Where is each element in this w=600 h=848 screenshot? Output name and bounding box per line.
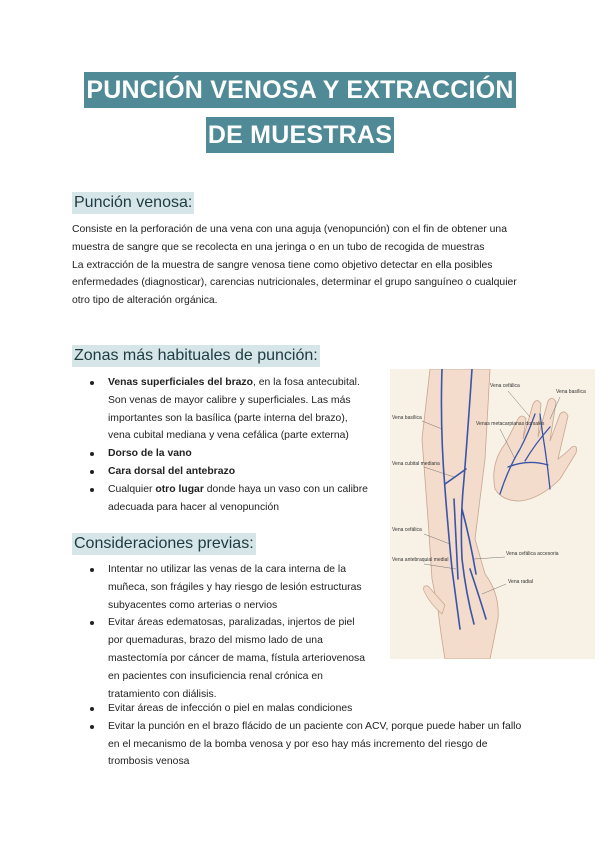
figure-labels	[392, 383, 586, 585]
title-line-1: PUNCIÓN VENOSA Y EXTRACCIÓN	[84, 72, 515, 108]
consideraciones-list-wide	[72, 700, 532, 771]
page-title	[0, 72, 600, 153]
label-radial: Vena radial	[508, 579, 534, 585]
zonas-list	[72, 374, 372, 516]
arm-shape	[422, 369, 498, 659]
section-heading-puncion: Punción venosa:	[72, 192, 194, 214]
list-item: Intentar no utilizar las venas de la cara interna de la muñeca, son frágiles y hay riesgo de lesión estructuras subyacentes como arterias o nervios	[72, 561, 372, 614]
label-antebraquial: Vena antebraquial medial	[392, 557, 449, 563]
list-item-bold: Venas superficiales del brazo	[108, 377, 253, 388]
section-body-puncion	[72, 221, 522, 310]
section-heading-zonas: Zonas más habituales de punción:	[72, 345, 320, 367]
consideraciones-list-narrow	[72, 561, 372, 703]
label-basilica-left: Vena basílica	[392, 415, 422, 421]
label-cubital: Vena cubital mediana	[392, 461, 440, 467]
list-item: Evitar áreas de infección o piel en malas condiciones	[72, 700, 532, 718]
list-item	[72, 445, 372, 463]
label-cefalica-top: Vena cefálica	[490, 383, 520, 389]
title-line-2: DE MUESTRAS	[206, 117, 394, 153]
arm-veins-illustration	[390, 369, 595, 659]
paragraph-definition: Consiste en la perforación de una vena con una aguja (venopunción) con el fin de obtener una muestra de sangre que se recolecta en una jeringa o en un tubo de recogida de muestras	[72, 224, 507, 253]
arm-veins-diagram	[390, 369, 595, 659]
list-item	[72, 463, 372, 481]
list-item	[72, 481, 372, 517]
list-item-pre: Cualquier	[108, 483, 156, 495]
section-heading-consideraciones: Consideraciones previas:	[72, 533, 256, 555]
paragraph-objective: La extracción de la muestra de sangre venosa tiene como objetivo detectar en ella posibles enfermedades (diagnosticar), carencias nutricionales, determinar el grupo sanguíneo o cualquier otro tipo de alteración orgánica.	[72, 259, 517, 307]
list-item-text: , en la fosa antecubital. Son venas de mayor calibre y superficiales. Las más importantes son la basílica (parte interna del brazo), vena cubital mediana y vena cefálica (parte externa)	[108, 377, 360, 442]
label-accesoria: Vena cefálica accesoria	[506, 551, 559, 557]
label-cefalica-mid: Vena cefálica	[392, 527, 422, 533]
list-item-text: donde haya un vaso con un calibre adecuada para hacer al venopunción	[108, 483, 368, 513]
list-item-bold: Cara dorsal del antebrazo	[108, 465, 236, 477]
list-item: Evitar áreas edematosas, paralizadas, injertos de piel por quemaduras, brazo del mismo lado de una mastectomía por cáncer de mama, fístula arteriovenosa en pacientes con insuficiencia renal crónica en tratamiento con diálisis.	[72, 614, 372, 703]
label-metacarpianas: Venas metacarpianas dorsales	[476, 421, 545, 427]
list-item-bold: otro lugar	[155, 483, 204, 495]
list-item	[72, 374, 372, 445]
list-item-bold: Dorso de la vano	[108, 448, 192, 460]
label-basilica-top: Vena basílica	[556, 389, 586, 395]
list-item: Evitar la punción en el brazo flácido de un paciente con ACV, porque puede haber un fallo en el mecanismo de la bomba venosa y por eso hay más incremento del riesgo de trombosis venosa	[72, 718, 532, 771]
